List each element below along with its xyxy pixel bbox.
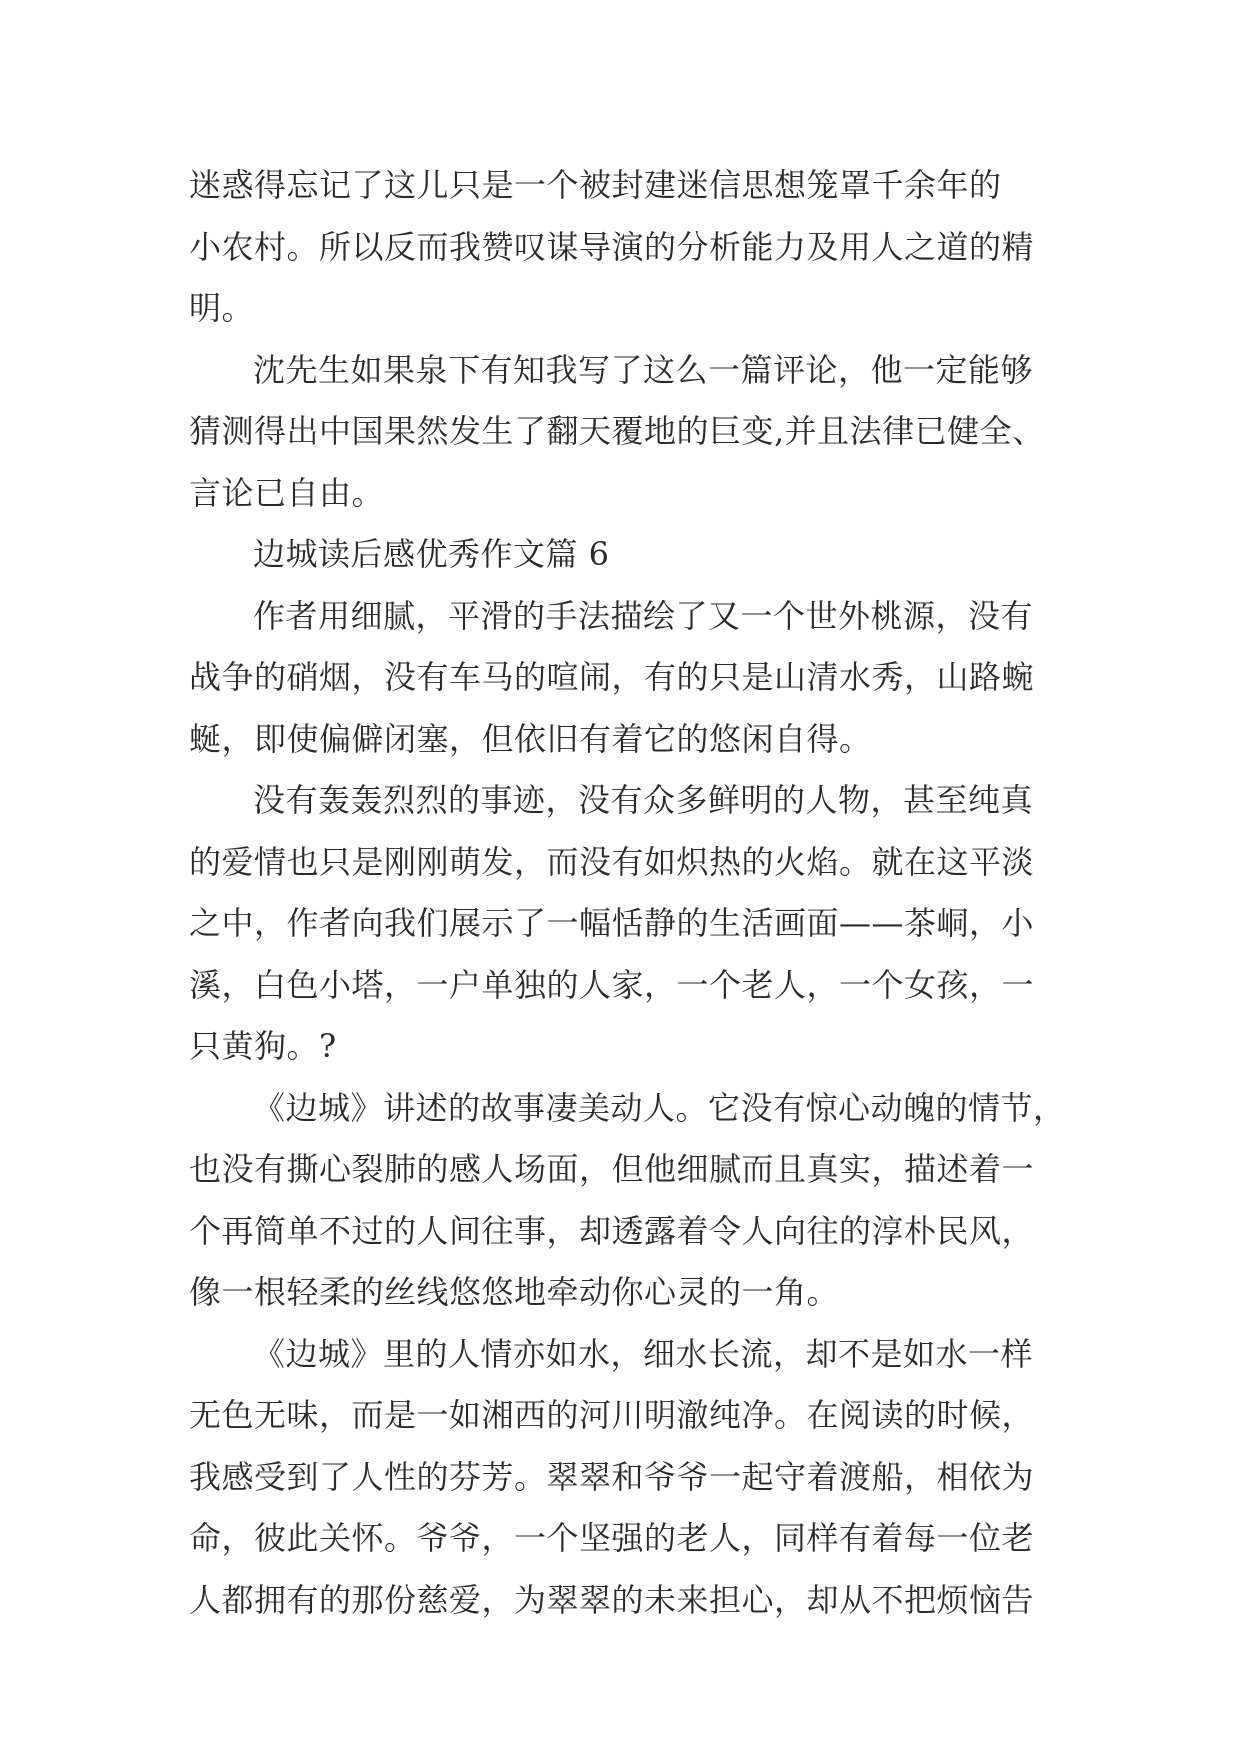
text-line: 溪，白色小塔，一户单独的人家，一个老人，一个女孩，一 [189,965,1035,1004]
text-line: 个再简单不过的人间往事，却透露着令人向往的淳朴民风， [189,1211,1035,1250]
document-body [189,155,1066,1631]
text-line: 像一根轻柔的丝线悠悠地牵动你心灵的一角。 [189,1273,840,1311]
text-line: 作者用细腻，平滑的手法描绘了又一个世外桃源，没有 [253,596,1034,635]
text-line: 蜒，即使偏僻闭塞，但依旧有着它的悠闲自得。 [189,719,872,758]
text-line: 《边城》讲述的故事凄美动人。它没有惊心动魄的情节， [253,1088,1066,1127]
text-line: 沈先生如果泉下有知我写了这么一篇评论，他一定能够 [253,350,1034,389]
paragraph [189,1324,1053,1632]
text-line: 命，彼此关怀。爷爷，一个坚强的老人，同样有着每一位老 [189,1519,1035,1557]
text-line: 迷惑得忘记了这儿只是一个被封建迷信思想笼罩千余年的 [189,166,1002,204]
text-line: 明。 [189,289,255,327]
text-line: 没有轰轰烈烈的事迹，没有众多鲜明的人物，甚至纯真 [253,781,1034,819]
text-line: 之中，作者向我们展示了一幅恬静的生活画面——茶峒，小 [189,904,1035,942]
text-line: 无色无味，而是一如湘西的河川明澈纯净。在阅读的时候， [189,1396,1035,1434]
text-line: 猜测得出中国果然发生了翻天覆地的巨变,并且法律已健全、 [189,412,1045,450]
paragraph [189,1078,1066,1324]
paragraph [189,155,1053,340]
text-line: 只黄狗。? [189,1027,337,1065]
text-line: 我感受到了人性的芬芳。翠翠和爷爷一起守着渡船，相依为 [189,1457,1035,1496]
text-line: 言论已自由。 [189,473,385,512]
text-line: 人都拥有的那份慈爱，为翠翠的未来担心，却从不把烦恼告 [189,1580,1035,1619]
text-line: 《边城》里的人情亦如水，细水长流，却不是如水一样 [253,1334,1034,1373]
paragraph [189,586,1053,771]
paragraph [189,770,1053,1078]
text-line: 边城读后感优秀作文篇 6 [253,535,610,573]
paragraph [189,340,1053,525]
section-heading [189,524,1053,586]
text-line: 的爱情也只是刚刚萌发，而没有如炽热的火焰。就在这平淡 [189,842,1035,881]
text-line: 战争的硝烟，没有车马的喧闹，有的只是山清水秀，山路蜿 [189,658,1035,696]
text-line: 小农村。所以反而我赞叹谋导演的分析能力及用人之道的精 [189,227,1035,266]
text-line: 也没有撕心裂肺的感人场面，但他细腻而且真实，描述着一 [189,1150,1035,1188]
